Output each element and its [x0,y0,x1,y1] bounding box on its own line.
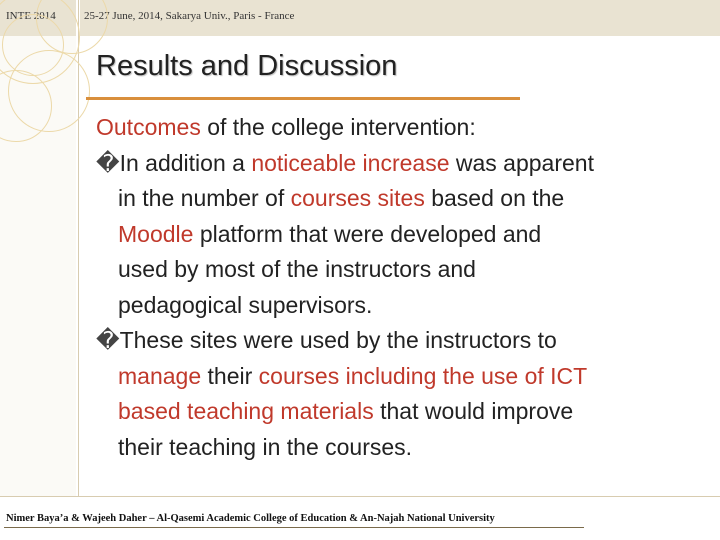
title-underline [86,97,520,100]
bullet-1-highlight: noticeable increase [251,149,450,176]
conference-details: 25-27 June, 2014, Sakarya Univ., Paris - France [84,10,295,22]
bullet-2-line-1 [96,323,706,359]
bullet-2-line-2 [96,359,706,395]
bullet-icon: � [96,327,120,353]
conference-label: INTE 2014 [6,10,56,22]
bullet-1-line-2 [96,181,706,217]
bullet-2-highlight: courses including the use of ICT [258,362,588,389]
bullet-1-line-3 [96,217,706,253]
intro-highlight: Outcomes [96,114,201,140]
slide-body [96,110,706,465]
bullet-2-text: that would improve [373,398,574,424]
bullet-1-text: based on the [424,185,565,211]
intro-line [96,110,706,146]
bullet-2-text: These sites were used by the instructors to [119,327,557,353]
bullet-1-highlight: Moodle [118,220,194,247]
bullet-1-text: was apparent [449,149,594,176]
bullet-2-highlight: manage [118,362,202,389]
bullet-1-text: In addition a [119,149,252,176]
bullet-2-line-3 [96,394,706,430]
bullet-1-highlight: courses sites [290,185,425,211]
bullet-1-line-4: used by most of the instructors and [118,256,476,282]
bullet-icon: � [96,149,120,176]
footer-divider [0,496,720,497]
bullet-1-text: platform that were developed and [193,220,542,247]
bullet-2-line-4: their teaching in the courses. [118,433,413,460]
footer-authors: Nimer Baya’a & Wajeeh Daher – Al-Qasemi Academic College of Education & An-Najah National University [6,513,495,524]
header-details-box [80,0,720,36]
bullet-1-line-1 [96,146,706,182]
bullet-2-text: their [201,362,259,389]
bullet-2-highlight: based teaching materials [118,398,374,424]
bullet-1-line-5: pedagogical supervisors. [118,291,373,318]
intro-text: of the college intervention: [200,114,476,140]
slide-title: Results and Discussion [96,50,398,82]
footer-underline [4,527,584,528]
bullet-1-text: in the number of [118,185,291,211]
